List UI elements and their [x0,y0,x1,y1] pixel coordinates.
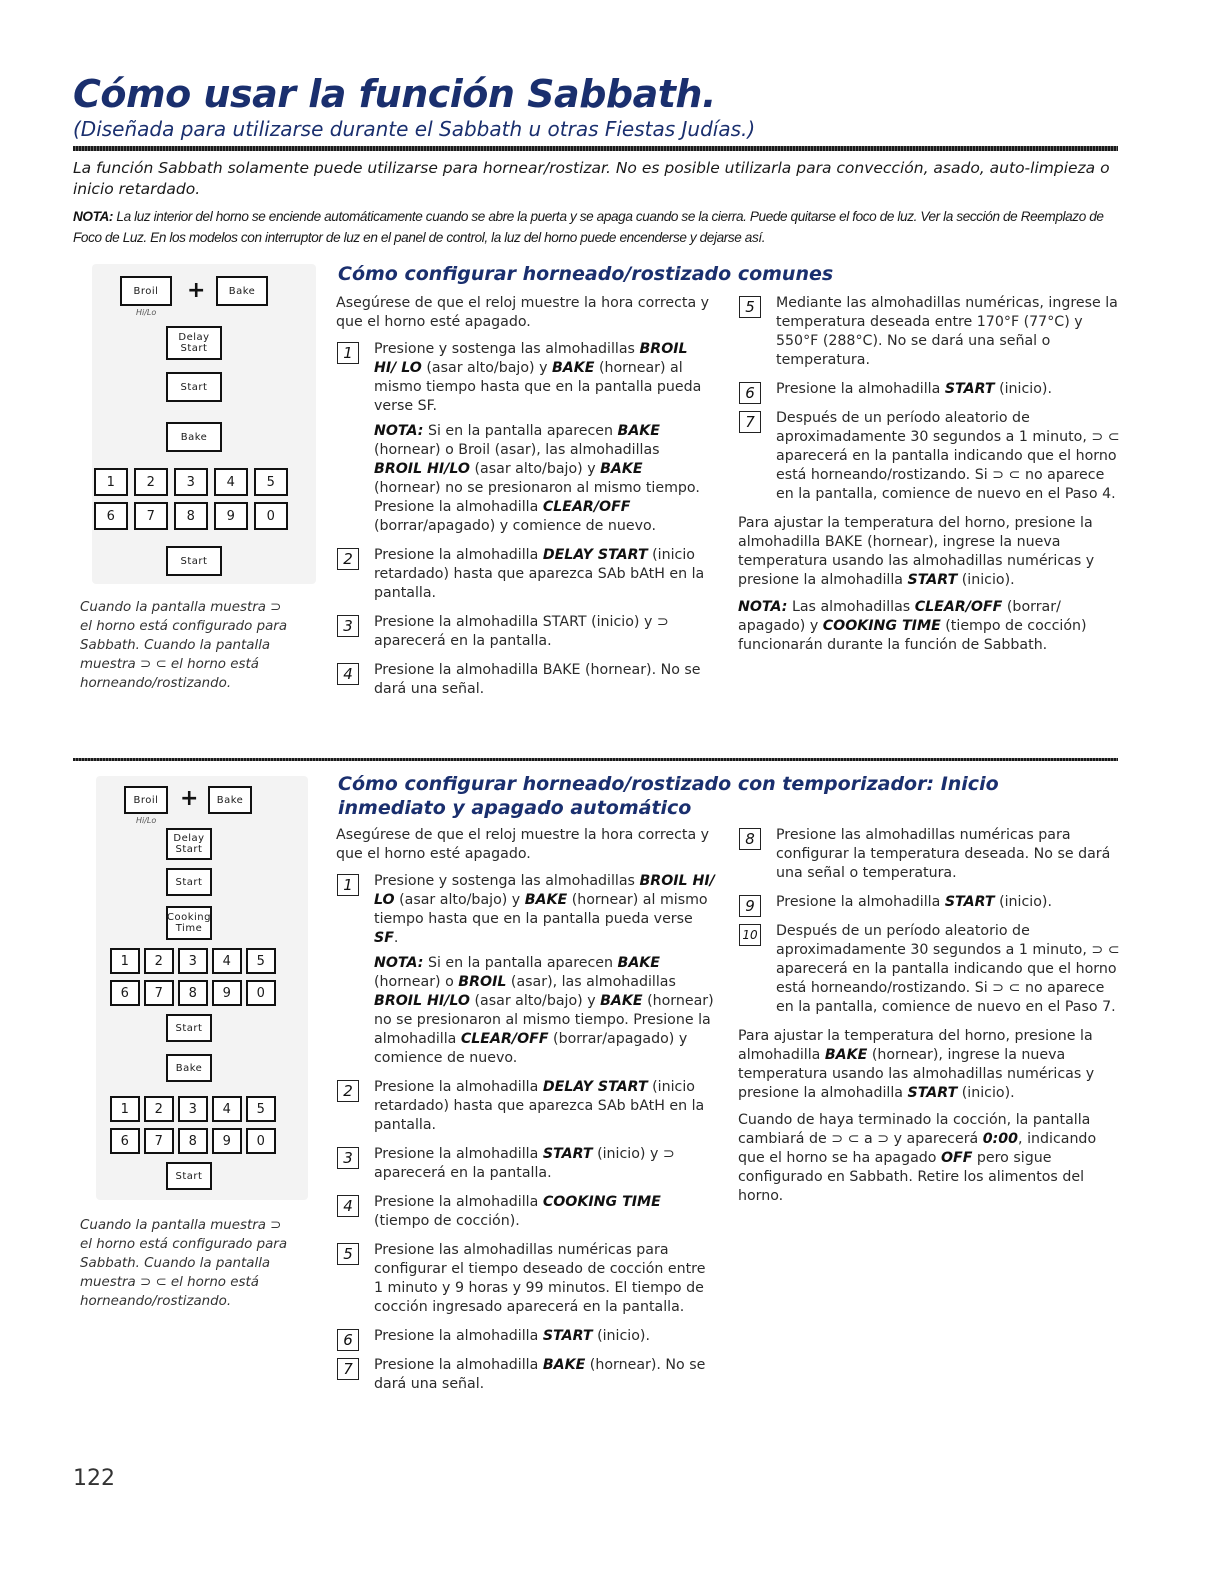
step-number: 6 [739,382,761,404]
plus-sign: + [180,786,199,811]
section-1-note: NOTA: Las almohadillas CLEAR/OFF (borrar/ apagado) y COOKING TIME (tiempo de cocción) funcionarán durante la función de Sabbath. [738,599,1087,653]
section-2-col-2 [738,826,1120,1214]
step-number: 10 [739,924,761,946]
control-panel-diagram-1 [92,264,316,584]
plus-sign: + [187,278,206,303]
digit-key-8b: 8 [178,1128,208,1154]
section-divider [73,758,1118,761]
digit-key-6: 6 [94,502,128,530]
start-key-2: Start [166,546,222,576]
step-7: 7 Presione la almohadilla BAKE (hornear). No se dará una señal. [336,1356,716,1394]
step-2: 2 Presione la almohadilla DELAY START (inicio retardado) hasta que aparezca SAb bAtH en la pantalla. [336,1078,716,1135]
step-number: 2 [337,1080,359,1102]
digit-key-9: 9 [212,980,242,1006]
step-4: 4 Presione la almohadilla BAKE (hornear). No se dará una señal. [336,661,712,699]
bake-key: Bake [208,786,252,814]
step-8: 8 Presione las almohadillas numéricas para configurar la temperatura deseada. No se dará una señal o temperatura. [738,826,1120,883]
section-2-title: Cómo configurar horneado/rostizado con temporizador: Inicio inmediato y apagado automático [338,773,999,819]
digit-key-9b: 9 [212,1128,242,1154]
step-number: 7 [739,411,761,433]
section-2-col-1 [336,826,716,1404]
diagram-caption-1: Cuando la pantalla muestra ⊃ el horno está configurado para Sabbath. Cuando la pantalla muestra ⊃ ⊂ el horno está horneando/rostizando. [80,600,288,691]
digit-key-2: 2 [144,948,174,974]
digit-key-2: 2 [134,468,168,496]
step-3: 3 Presione la almohadilla START (inicio) y ⊃ aparecerá en la pantalla. [336,1145,716,1183]
step-number: 1 [337,874,359,896]
delay-start-key: Delay Start [166,326,222,360]
broil-key: Broil [120,276,172,306]
digit-key-7: 7 [134,502,168,530]
digit-key-9: 9 [214,502,248,530]
digit-key-5: 5 [254,468,288,496]
step-7: 7 Después de un período aleatorio de aproximadamente 30 segundos a 1 minuto, ⊃ ⊂ aparecerá en la pantalla indicando que el horno está horneando/rostizando. Si ⊃ ⊂ no aparece en la pantalla, comience de nuevo en el Paso 4. [738,409,1120,504]
digit-key-8: 8 [174,502,208,530]
start-key-2: Start [166,1014,212,1042]
step-number: 4 [337,663,359,685]
step-number: 3 [337,1147,359,1169]
step-number: 7 [337,1358,359,1380]
start-key: Start [166,372,222,402]
digit-key-3: 3 [178,948,208,974]
step-number: 9 [739,895,761,917]
digit-key-7b: 7 [144,1128,174,1154]
digit-key-5b: 5 [246,1096,276,1122]
delay-start-key: Delay Start [166,828,212,860]
digit-key-4: 4 [214,468,248,496]
step-10: 10 Después de un período aleatorio de aproximadamente 30 segundos a 1 minuto, ⊃ ⊂ aparecerá en la pantalla indicando que el horno está horneando/rostizando. Si ⊃ ⊂ no aparece en la pantalla, comience de nuevo en el Paso 7. [738,922,1120,1017]
section-1-intro: Asegúrese de que el reloj muestre la hora correcta y que el horno esté apagado. [336,295,710,330]
step-5: 5 Presione las almohadillas numéricas para configurar el tiempo deseado de cocción entre 1 minuto y 9 horas y 99 minutos. El tiempo de cocción ingresado aparecerá en la pantalla. [336,1241,716,1317]
diagram-caption-2: Cuando la pantalla muestra ⊃ el horno está configurado para Sabbath. Cuando la pantalla muestra ⊃ ⊂ el horno está horneando/rostizando. [80,1218,288,1309]
step-1-note: NOTA: Si en la pantalla aparecen BAKE (hornear) o Broil (asar), las almohadillas BROIL HI/LO (asar alto/bajo) y BAKE (hornear) no se presionaron al mismo tiempo. Presione la almohadilla CLEAR/OFF (borrar/apagado) y comience de nuevo. [374,423,700,534]
step-3: 3 Presione la almohadilla START (inicio) y ⊃ aparecerá en la pantalla. [336,613,712,651]
bake-key-2: Bake [166,1054,212,1082]
section-1-title: Cómo configurar horneado/rostizado comunes [338,263,834,285]
note-label: NOTA: [73,209,114,224]
step-2: 2 Presione la almohadilla DELAY START (inicio retardado) hasta que aparezca SAb bAtH en la pantalla. [336,546,712,603]
step-number: 4 [337,1195,359,1217]
digit-key-5: 5 [246,948,276,974]
digit-key-3: 3 [174,468,208,496]
page-subtitle: (Diseñada para utilizarse durante el Sabbath u otras Fiestas Judías.) [73,117,756,141]
step-number: 8 [739,828,761,850]
bake-key-2: Bake [166,422,222,452]
step-1: 1 Presione y sostenga las almohadillas BROIL HI/ LO (asar alto/bajo) y BAKE (hornear) al mismo tiempo hasta que en la pantalla pueda verse SF. NOTA: Si en la pantalla aparecen BAKE (hornear) o Broil (asar), las almohadillas BROIL HI/LO (asar alto/bajo) y BAKE (hornear) no se presionaron al mismo tiempo. Presione la almohadilla CLEAR/OFF (borrar/apagado) y comience de nuevo. [336,340,712,536]
step-4: 4 Presione la almohadilla COOKING TIME (tiempo de cocción). [336,1193,716,1231]
step-9: 9 Presione la almohadilla START (inicio). [738,893,1120,912]
digit-key-0: 0 [246,980,276,1006]
digit-key-1: 1 [110,948,140,974]
intro-text: La función Sabbath solamente puede utilizarse para hornear/rostizar. No es posible utilizarla para convección, asado, auto-limpieza o inicio retardado. [73,159,1110,198]
bake-key: Bake [216,276,268,306]
step-number: 2 [337,548,359,570]
section-1-adjust: Para ajustar la temperatura del horno, presione la almohadilla BAKE (hornear), ingrese la nueva temperatura usando las almohadillas numéricas y presione la almohadilla START (inicio). [738,515,1095,588]
start-key: Start [166,868,212,896]
digit-key-1: 1 [94,468,128,496]
step-number: 3 [337,615,359,637]
cooking-time-key: Cooking Time [166,906,212,940]
page-title: Cómo usar la función Sabbath. [73,72,716,116]
section-2-done: Cuando de haya terminado la cocción, la pantalla cambiará de ⊃ ⊂ a ⊃ y aparecerá 0:00, indicando que el horno se ha apagado OFF pero sigue configurado en Sabbath. Retire los alimentos del horno. [738,1112,1097,1204]
step-number: 1 [337,342,359,364]
digit-key-2b: 2 [144,1096,174,1122]
hilo-label: Hi/Lo [136,816,157,825]
step-number: 5 [739,296,761,318]
step-6: 6 Presione la almohadilla START (inicio). [738,380,1120,399]
digit-key-6: 6 [110,980,140,1006]
step-number: 5 [337,1243,359,1265]
note-body: La luz interior del horno se enciende automáticamente cuando se abre la puerta y se apaga cuando se la cierra. Puede quitarse el foco de luz. Ver la sección de Reemplazo de Foco de Luz. En los modelos con interruptor de luz en el panel de control, la luz del horno puede encenderse y dejarse así. [73,209,1104,245]
digit-key-0: 0 [254,502,288,530]
section-1-col-1 [336,294,712,709]
step-5: 5 Mediante las almohadillas numéricas, ingrese la temperatura deseada entre 170°F (77°C) y 550°F (288°C). No se dará una señal o temperatura. [738,294,1120,370]
step-6: 6 Presione la almohadilla START (inicio). [336,1327,716,1346]
step-1-note: NOTA: Si en la pantalla aparecen BAKE (hornear) o BROIL (asar), las almohadillas BROIL HI/LO (asar alto/bajo) y BAKE (hornear) no se presionaron al mismo tiempo. Presione la almohadilla CLEAR/OFF (borrar/apagado) y comience de nuevo. [374,955,714,1066]
hilo-label: Hi/Lo [136,308,157,317]
digit-key-1b: 1 [110,1096,140,1122]
digit-key-0b: 0 [246,1128,276,1154]
step-1: 1 Presione y sostenga las almohadillas BROIL HI/ LO (asar alto/bajo) y BAKE (hornear) al mismo tiempo hasta que en la pantalla pueda verse SF. NOTA: Si en la pantalla aparecen BAKE (hornear) o BROIL (asar), las almohadillas BROIL HI/LO (asar alto/bajo) y BAKE (hornear) no se presionaron al mismo tiempo. Presione la almohadilla CLEAR/OFF (borrar/apagado) y comience de nuevo. [336,872,716,1068]
broil-key: Broil [124,786,168,814]
section-2-adjust: Para ajustar la temperatura del horno, presione la almohadilla BAKE (hornear), ingrese la nueva temperatura usando las almohadillas numéricas y presione la almohadilla START (inicio). [738,1028,1095,1101]
section-1-col-2 [738,294,1120,663]
digit-key-7: 7 [144,980,174,1006]
digit-key-6b: 6 [110,1128,140,1154]
digit-key-3b: 3 [178,1096,208,1122]
start-key-3: Start [166,1162,212,1190]
section-2-intro: Asegúrese de que el reloj muestre la hora correcta y que el horno esté apagado. [336,827,710,862]
control-panel-diagram-2 [96,776,308,1200]
page-number: 122 [73,1466,115,1491]
digit-key-4: 4 [212,948,242,974]
header-divider [73,146,1118,151]
digit-key-8: 8 [178,980,208,1006]
step-number: 6 [337,1329,359,1351]
digit-key-4b: 4 [212,1096,242,1122]
note-text [73,206,1118,248]
